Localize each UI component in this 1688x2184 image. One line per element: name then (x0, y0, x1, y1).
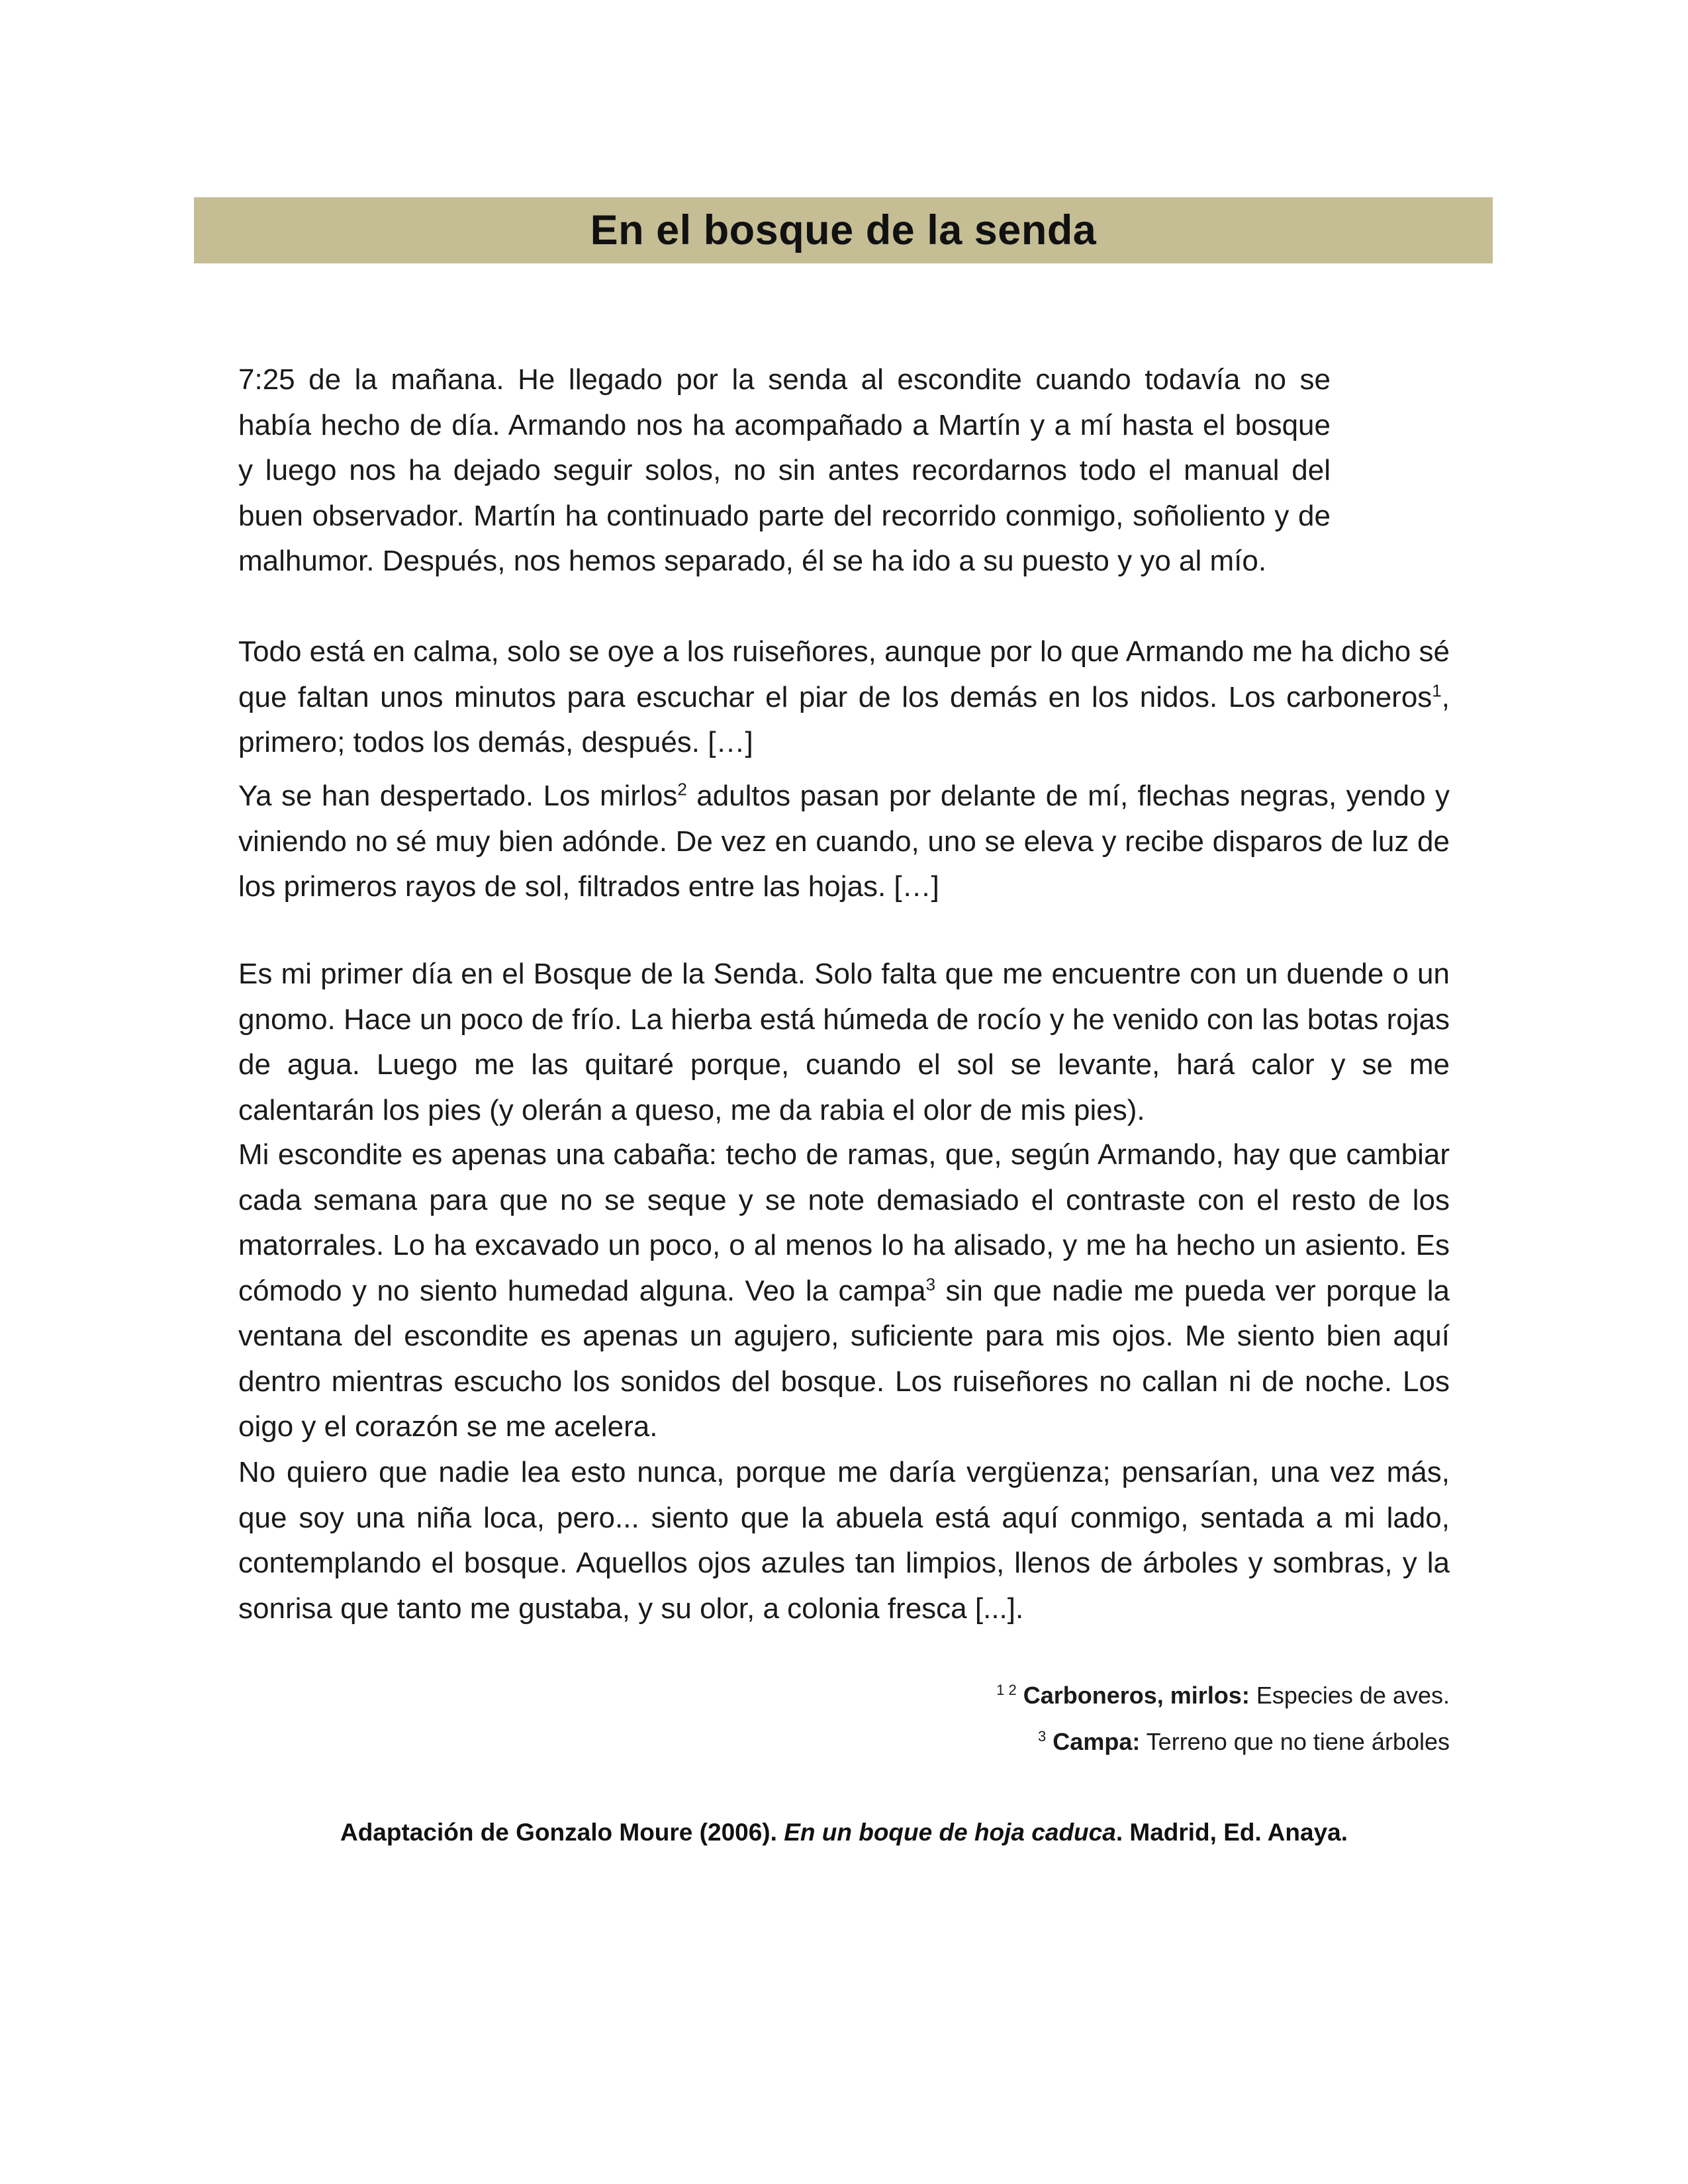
footnote-marks: 1 2 (996, 1682, 1017, 1698)
paragraph-3-text-a: Ya se han despertado. Los mirlos (238, 780, 678, 812)
footnote-ref-3: 3 (925, 1273, 936, 1294)
paragraph-5 (238, 1132, 1450, 1450)
footnote-ref-2: 2 (677, 779, 687, 799)
paragraph-4: Es mi primer día en el Bosque de la Senda. Solo falta que me encuentre con un duende o un gnomo. Hace un poco de frío. La hierba está húmeda de rocío y he venido con las botas rojas de agua. Luego me las quitaré porque, cuando el sol se levante, hará calor y se me calentarán los pies (y olerán a queso, me da rabia el olor de mis pies). (238, 958, 1450, 1126)
footnote-2 (1038, 1727, 1450, 1756)
paragraph-5-text-a: Mi escondite es apenas una cabaña: techo de ramas, que, según Armando, hay que cambiar cada semana para que no se seque y se note demasiado el contraste con el resto de los matorrales. Lo ha excavado un poco, o al menos lo ha alisado, y me ha hecho un asiento. Es cómodo y no siento humedad alguna. Veo la campa (238, 1138, 1450, 1307)
paragraph-6: No quiero que nadie lea esto nunca, porque me daría vergüenza; pensarían, una vez más, que soy una niña loca, pero... siento que la abuela está aquí conmigo, sentada a mi lado, contemplando el bosque. Aquellos ojos azules tan limpios, llenos de árboles y sombras, y la sonrisa que tanto me gustaba, y su olor, a colonia fresca [...]. (238, 1456, 1450, 1625)
footnote-marks: 3 (1038, 1728, 1047, 1745)
source-citation (0, 1819, 1688, 1846)
paragraph-5-text-b: sin que nadie me pueda ver porque la ventana del escondite es apenas un agujero, suficiente para mis ojos. Me siento bien aquí dentro mientras escucho los sonidos del bosque. Los ruiseñores no callan ni de noche. Los oigo y el corazón se me acelera. (238, 1274, 1450, 1443)
footnote-ref-1: 1 (1432, 680, 1442, 700)
footnote-definition: Especies de aves. (1249, 1682, 1450, 1709)
paragraph-2 (238, 629, 1450, 766)
title-banner (194, 197, 1493, 263)
footnote-definition: Terreno que no tiene árboles (1140, 1728, 1450, 1755)
paragraph-1: 7:25 de la mañana. He llegado por la senda al escondite cuando todavía no se había hecho de día. Armando nos ha acompañado a Martín y a mí hasta el bosque y luego nos ha dejado seguir solos, no sin antes recordarnos todo el manual del buen observador. Martín ha continuado parte del recorrido conmigo, soñoliento y de malhumor. Después, nos hemos separado, él se ha ido a su puesto y yo al mío. (238, 363, 1331, 577)
paragraph-3-text-b: adultos pasan por delante de mí, flechas negras, yendo y viniendo no sé muy bien adónde. De vez en cuando, uno se eleva y recibe disparos de luz de los primeros rayos de sol, filtrados entre las hojas. […] (238, 780, 1450, 903)
paragraph-2-text-b: , primero; todos los demás, después. […] (238, 680, 1450, 758)
paragraph-3 (238, 774, 1450, 910)
citation-prefix: Adaptación de Gonzalo Moure (2006). (340, 1819, 784, 1846)
citation-suffix: . Madrid, Ed. Anaya. (1115, 1819, 1348, 1846)
footnote-term: Campa: (1053, 1728, 1141, 1755)
footnote-term: Carboneros, mirlos: (1023, 1682, 1250, 1709)
page-title: En el bosque de la senda (590, 207, 1097, 253)
footnote-1 (996, 1681, 1450, 1710)
paragraph-2-text-a: Todo está en calma, solo se oye a los ruiseñores, aunque por lo que Armando me ha dicho sé que faltan unos minutos para escuchar el piar de los demás en los nidos. Los carboneros (238, 635, 1450, 713)
citation-book-title: En un boque de hoja caduca (784, 1819, 1116, 1846)
